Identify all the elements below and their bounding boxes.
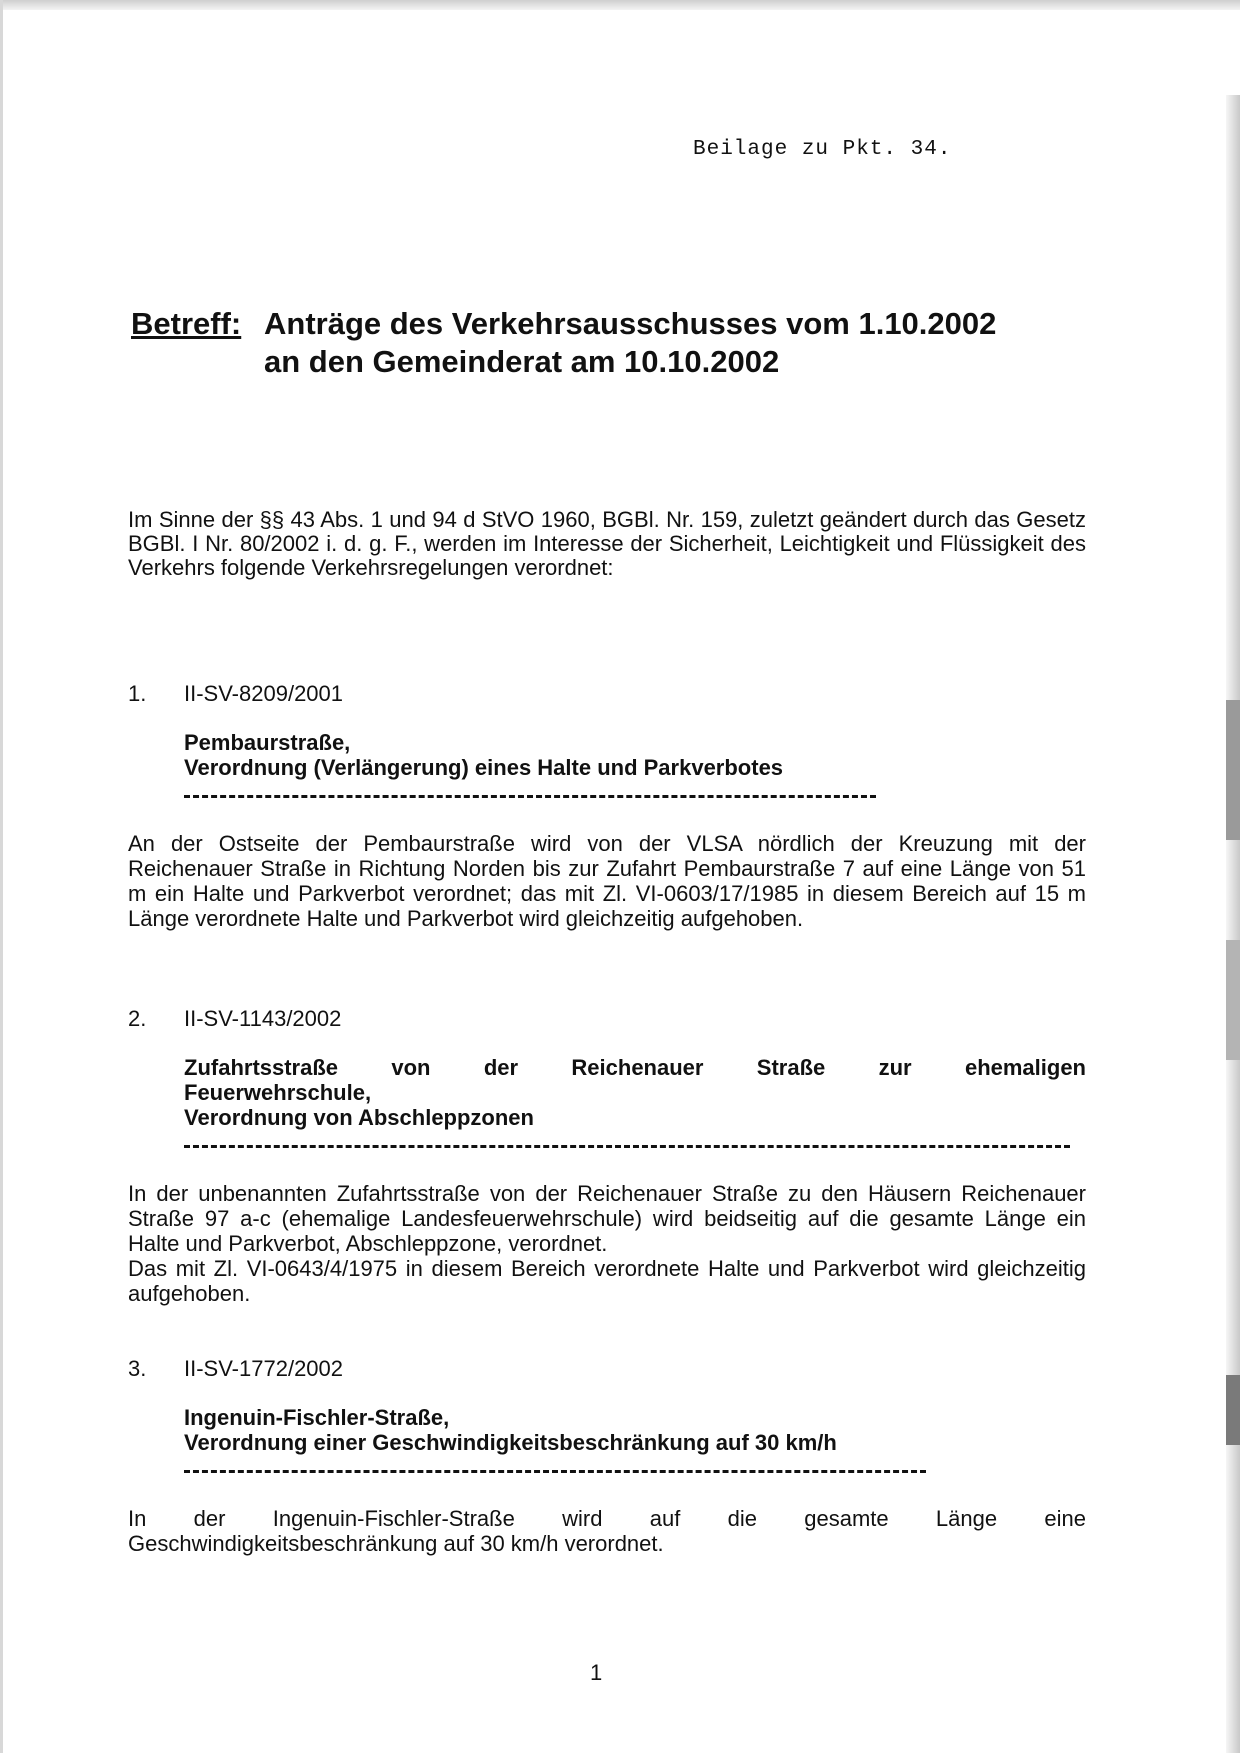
item-number: 2. bbox=[128, 1006, 147, 1031]
item-body bbox=[128, 1181, 1086, 1306]
item-body-paragraph: Das mit Zl. VI-0643/4/1975 in diesem Bereich verordnete Halte und Parkverbot wird gleichzeitig aufgehoben. bbox=[128, 1256, 1086, 1306]
scan-edge-mark bbox=[1226, 700, 1240, 840]
item-title-line: Pembaurstraße, bbox=[184, 730, 351, 755]
page-number: 1 bbox=[590, 1660, 603, 1685]
item-title-line: Zufahrtsstraße von der Reichenauer Straße zur ehemaligen bbox=[184, 1055, 1086, 1080]
item-title-line: Verordnung einer Geschwindigkeitsbeschränkung auf 30 km/h bbox=[184, 1430, 837, 1455]
item-heading bbox=[184, 1055, 1086, 1130]
subject-text bbox=[264, 305, 1094, 381]
item-body-line: Geschwindigkeitsbeschränkung auf 30 km/h verordnet. bbox=[128, 1531, 664, 1556]
scan-edge-right bbox=[1226, 95, 1240, 1753]
item-title-line: Verordnung (Verlängerung) eines Halte und Parkverbotes bbox=[184, 755, 784, 780]
item-body: An der Ostseite der Pembaurstraße wird von der VLSA nördlich der Kreuzung mit der Reichenauer Straße in Richtung Norden bis zur Zufahrt Pembaurstraße 7 auf eine Länge von 51 m ein Halte und Parkverbot verordnet; das mit Zl. VI-0603/17/1985 in diesem Bereich auf 15 m Länge verordnete Halte und Parkverbot wird gleichzeitig aufgehoben. bbox=[128, 831, 1086, 931]
heading-underline bbox=[184, 795, 876, 798]
scan-edge-mark bbox=[1226, 940, 1240, 1060]
intro-paragraph: Im Sinne der §§ 43 Abs. 1 und 94 d StVO 1960, BGBl. Nr. 159, zuletzt geändert durch das Gesetz BGBl. I Nr. 80/2002 i. d. g. F., werden im Interesse der Sicherheit, Leichtigkeit und Flüssigkeit des Verkehrs folgende Verkehrsregelungen verordnet: bbox=[128, 507, 1086, 580]
scan-edge-left bbox=[0, 0, 3, 1753]
item-title-line: Verordnung von Abschleppzonen bbox=[184, 1105, 534, 1130]
item-body bbox=[128, 1506, 1086, 1556]
scan-edge-top bbox=[0, 0, 1240, 10]
heading-underline bbox=[184, 1470, 926, 1473]
scan-edge-mark bbox=[1226, 1375, 1240, 1445]
subject-line-1: Anträge des Verkehrsausschusses vom 1.10.2002 bbox=[264, 306, 997, 341]
item-reference: II-SV-8209/2001 bbox=[184, 681, 344, 706]
item-title-line: Ingenuin-Fischler-Straße, bbox=[184, 1405, 450, 1430]
item-reference: II-SV-1772/2002 bbox=[184, 1356, 344, 1381]
item-body-line: In der Ingenuin-Fischler-Straße wird auf die gesamte Länge eine bbox=[128, 1506, 1086, 1531]
item-number: 3. bbox=[128, 1356, 147, 1381]
item-title-line: Feuerwehrschule, bbox=[184, 1080, 372, 1105]
attachment-reference: Beilage zu Pkt. 34. bbox=[693, 138, 952, 161]
item-reference: II-SV-1143/2002 bbox=[184, 1006, 342, 1031]
item-body-paragraph: In der unbenannten Zufahrtsstraße von der Reichenauer Straße zu den Häusern Reichenauer Straße 97 a-c (ehemalige Landesfeuerwehrschule) wird beidseitig auf die gesamte Länge ein Halte und Parkverbot, Abschleppzone, verordnet. bbox=[128, 1181, 1086, 1256]
heading-underline bbox=[184, 1145, 1070, 1148]
subject-line-2: an den Gemeinderat am 10.10.2002 bbox=[264, 344, 780, 379]
item-number: 1. bbox=[128, 681, 147, 706]
item-heading bbox=[184, 730, 783, 780]
subject-label: Betreff: bbox=[131, 306, 242, 341]
item-heading bbox=[184, 1405, 837, 1455]
